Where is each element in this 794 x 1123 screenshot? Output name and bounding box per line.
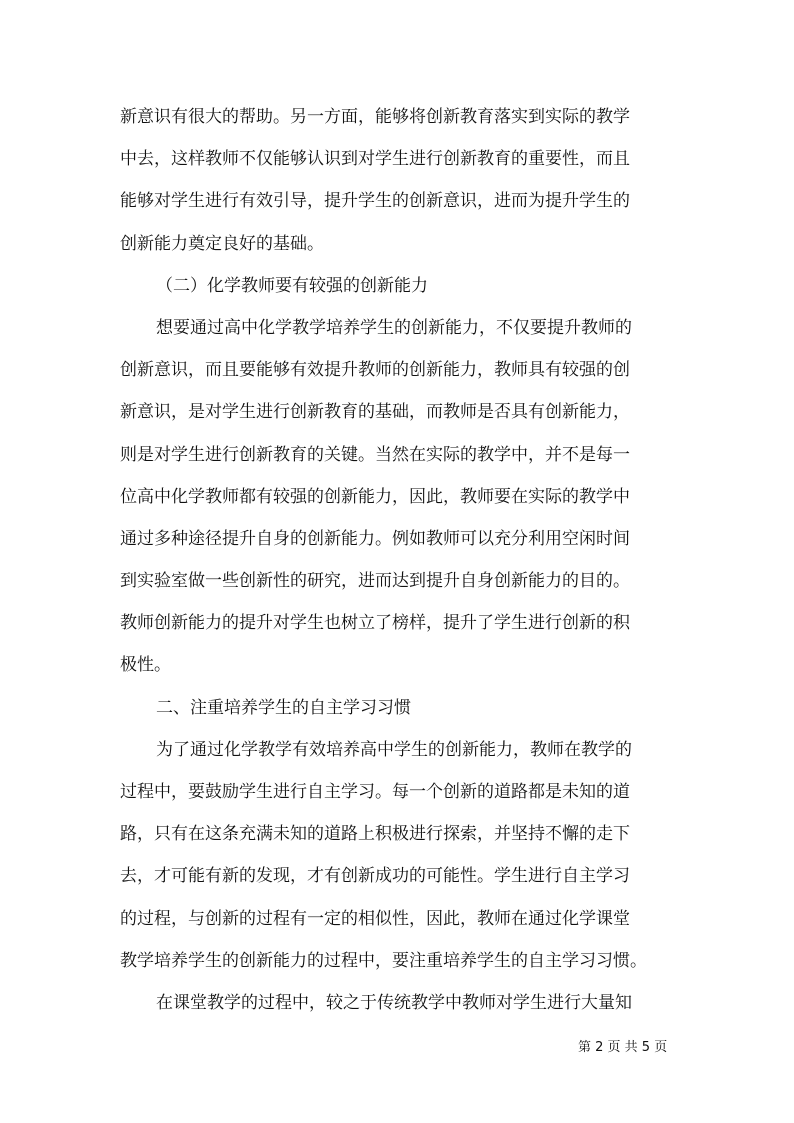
section-heading: 二、注重培养学生的自主学习习惯 [156,697,411,718]
body-text [120,96,680,1024]
text-line: 通过多种途径提升自身的创新能力。例如教师可以充分利用空闲时间 [120,528,630,549]
text-line: 中去，这样教师不仅能够认识到对学生进行创新教育的重要性，而且 [120,149,630,170]
text-line: 过程中，要鼓励学生进行自主学习。每一个创新的道路都是未知的道 [120,782,630,802]
text-line: 在课堂教学的过程中，较之于传统教学中教师对学生进行大量知 [156,992,632,1013]
text-line: 位高中化学教师都有较强的创新能力，因此，教师要在实际的教学中 [120,486,630,507]
section-heading: （二）化学教师要有较强的创新能力 [156,275,428,296]
text-line: 新意识有很大的帮助。另一方面，能够将创新教育落实到实际的教学 [120,107,630,127]
text-line: 的过程，与创新的过程有一定的相似性，因此，教师在通过化学课堂 [120,908,630,929]
text-line: 则是对学生进行创新教育的关键。当然在实际的教学中，并不是每一 [120,444,630,465]
text-line: 教学培养学生的创新能力的过程中，要注重培养学生的自主学习习惯。 [120,950,647,971]
text-line: 去，才可能有新的发现，才有创新成功的可能性。学生进行自主学习 [120,866,630,887]
text-line: 路，只有在这条充满未知的道路上积极进行探索，并坚持不懈的走下 [120,824,630,845]
text-line: 到实验室做一些创新性的研究，进而达到提升自身创新能力的目的。 [120,571,630,592]
text-line: 想要通过高中化学教学培养学生的创新能力，不仅要提升教师的 [156,317,632,338]
text-line: 新意识，是对学生进行创新教育的基础，而教师是否具有创新能力， [120,402,630,423]
text-line: 创新意识，而且要能够有效提升教师的创新能力，教师具有较强的创 [120,360,630,381]
text-line: 教师创新能力的提升对学生也树立了榜样，提升了学生进行创新的积 [120,613,630,634]
text-line: 极性。 [120,655,171,676]
text-line: 能够对学生进行有效引导，提升学生的创新意识，进而为提升学生的 [120,191,630,212]
text-line: 创新能力奠定良好的基础。 [120,233,324,254]
text-line: 为了通过化学教学有效培养高中学生的创新能力，教师在教学的 [156,739,632,760]
page-number: 第 2 页 共 5 页 [578,1040,668,1055]
